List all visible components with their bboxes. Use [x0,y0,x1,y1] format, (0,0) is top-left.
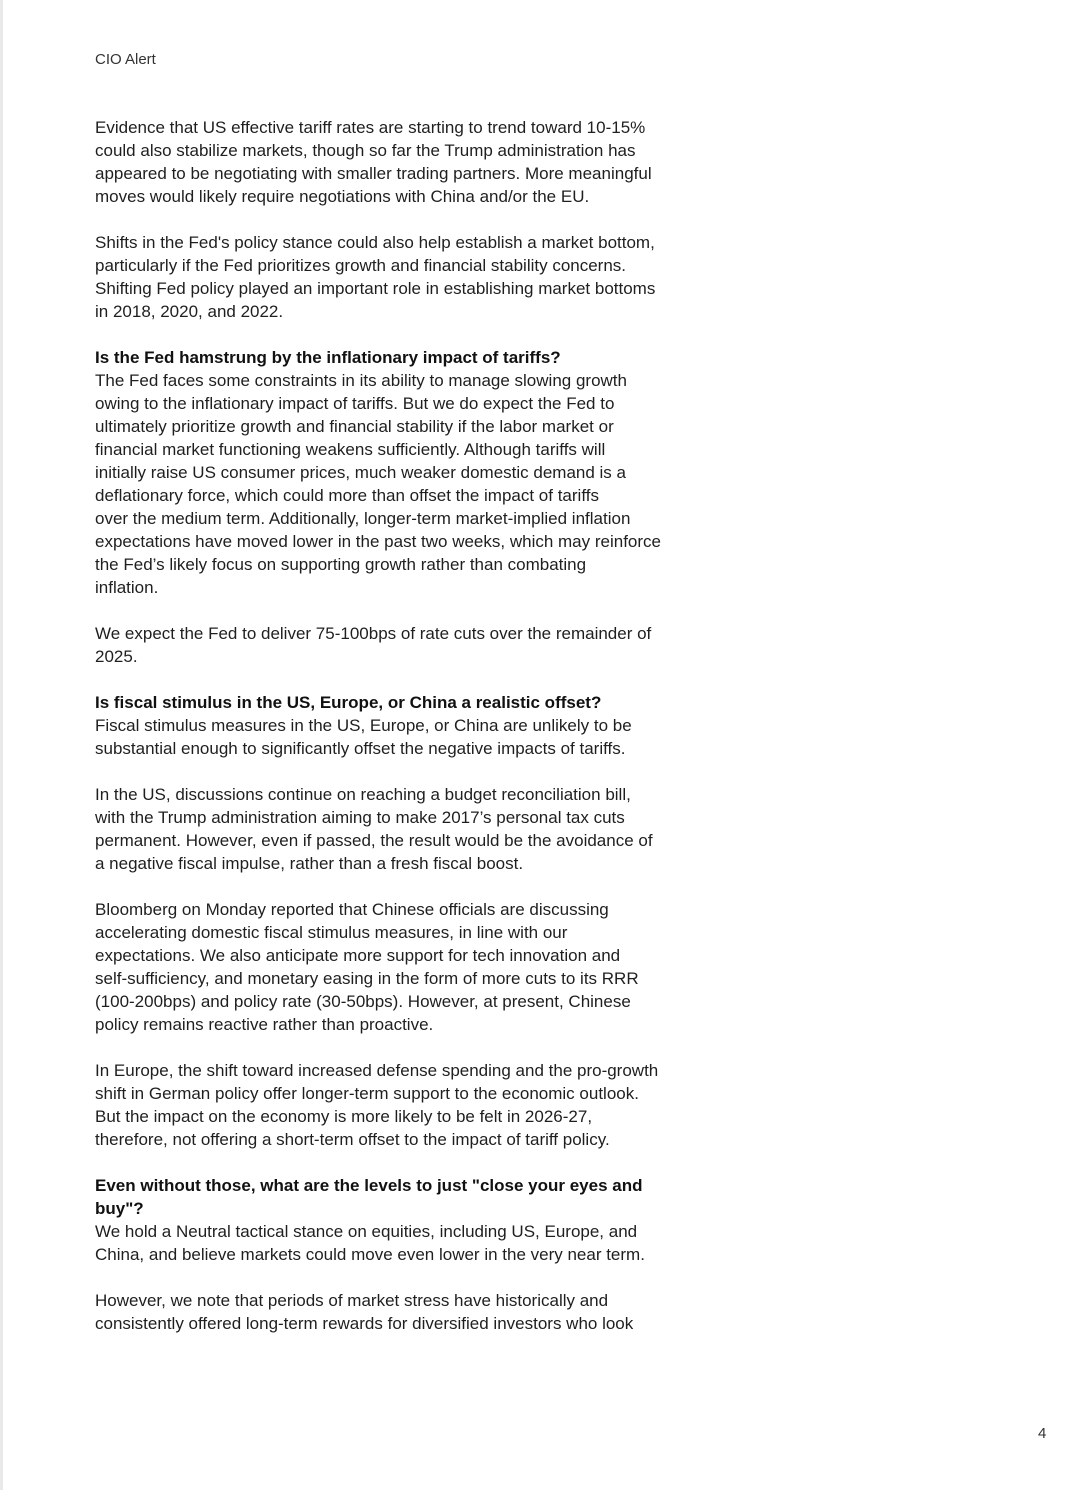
paragraph-tariff-rates: Evidence that US effective tariff rates are starting to trend toward 10-15% could also stabilize markets, though so far the Trump administration has appeared to be negotiating with smaller trading partners. More meaningful moves would likely require negotiations with China and/or the EU. [95,118,652,206]
heading-fiscal-stimulus: Is fiscal stimulus in the US, Europe, or China a realistic offset? [95,693,602,712]
article-body [95,116,695,1335]
paragraph-china-stimulus: Bloomberg on Monday reported that Chinese officials are discussing accelerating domestic fiscal stimulus measures, in line with our expectations. We also anticipate more support for tech innovation and self-sufficiency, and monetary easing in the form of more cuts to its RRR (100-200bps) and policy rate (30-50bps). However, at present, Chinese policy remains reactive rather than proactive. [95,900,639,1034]
paragraph-fed-constraints: The Fed faces some constraints in its ability to manage slowing growth owing to the inflationary impact of tariffs. But we do expect the Fed to ultimately prioritize growth and financial stability if the labor market or financial market functioning weakens sufficiently. Although tariffs will initially raise US consumer prices, much weaker domestic demand is a deflationary force, which could more than offset the impact of tariffs over the medium term. Additionally, longer-term market-implied inflation expectations have moved lower in the past two weeks, which may reinforce the Fed’s likely focus on supporting growth rather than combating inflation. [95,371,661,597]
paragraph-us-budget: In the US, discussions continue on reaching a budget reconciliation bill, with the Trump administration aiming to make 2017’s personal tax cuts permanent. However, even if passed, the result would be the avoidance of a negative fiscal impulse, rather than a fresh fiscal boost. [95,785,653,873]
paragraph-rate-cuts: We expect the Fed to deliver 75-100bps of rate cuts over the remainder of 2025. [95,624,652,666]
paragraph-neutral-stance: We hold a Neutral tactical stance on equities, including US, Europe, and China, and believe markets could move even lower in the very near term. [95,1222,645,1264]
document-header-label: CIO Alert [95,51,156,68]
paragraph-fiscal-measures: Fiscal stimulus measures in the US, Europe, or China are unlikely to be substantial enough to significantly offset the negative impacts of tariffs. [95,716,632,758]
paragraph-europe-defense: In Europe, the shift toward increased defense spending and the pro-growth shift in German policy offer longer-term support to the economic outlook. But the impact on the economy is more likely to be felt in 2026-27, therefore, not offering a short-term offset to the impact of tariff policy. [95,1061,659,1149]
page-edge [0,0,3,1490]
page-number: 4 [1038,1425,1047,1442]
paragraph-market-stress: However, we note that periods of market stress have historically and consistently offered long-term rewards for diversified investors who look [95,1291,634,1333]
heading-fed-hamstrung: Is the Fed hamstrung by the inflationary impact of tariffs? [95,348,561,367]
heading-close-your-eyes: Even without those, what are the levels to just "close your eyes and buy"? [95,1176,643,1218]
paragraph-fed-policy-shift: Shifts in the Fed's policy stance could also help establish a market bottom, particularly if the Fed prioritizes growth and financial stability concerns. Shifting Fed policy played an important role in establishing market bottoms in 2018, 2020, and 2022. [95,233,656,321]
